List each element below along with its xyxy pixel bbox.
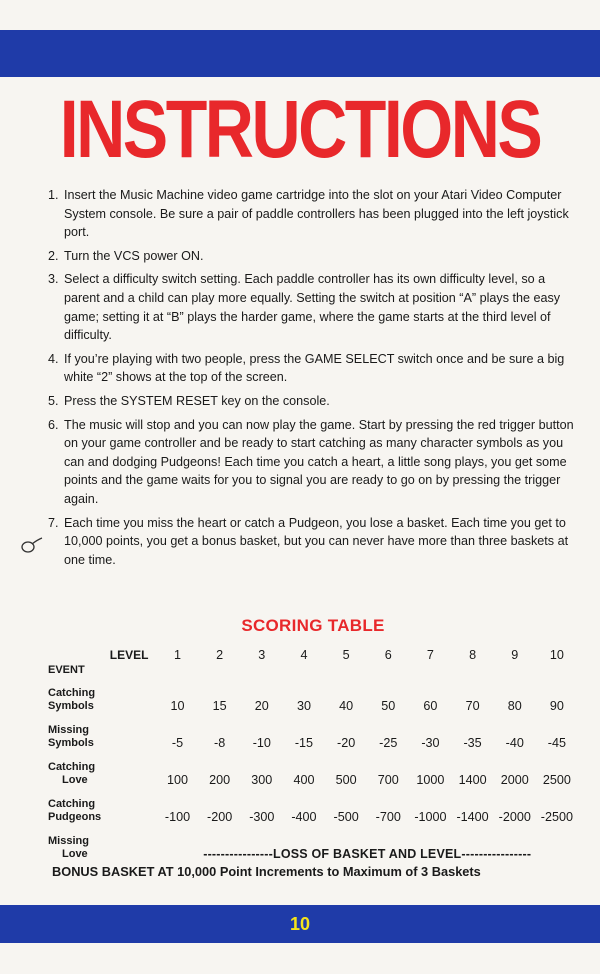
table-cell: 40 (339, 699, 354, 713)
level-header: 4 (300, 648, 308, 662)
step-number: 4. (48, 351, 59, 366)
page-number: 10 (289, 914, 311, 934)
instruction-step (48, 270, 583, 344)
table-cell: 400 (293, 773, 315, 787)
table-cell: -400 (291, 810, 317, 824)
table-row-missing-love (48, 824, 578, 861)
row-label: Catching Pudgeons (48, 798, 102, 823)
table-cell: 90 (549, 699, 564, 713)
table-row (48, 787, 578, 824)
table-cell: -30 (421, 736, 440, 750)
table-cell: -2500 (540, 810, 574, 824)
level-header: 7 (426, 648, 434, 662)
table-row (48, 713, 578, 750)
table-cell: 700 (377, 773, 399, 787)
table-cell: -2000 (498, 810, 531, 824)
step-text: Turn the VCS power ON. (64, 248, 204, 263)
table-cell: -45 (547, 736, 566, 750)
instruction-step (48, 514, 583, 570)
instruction-step (48, 186, 583, 242)
table-cell: 500 (335, 773, 357, 787)
table-cell: -200 (207, 810, 233, 824)
table-cell: -35 (463, 736, 482, 750)
table-cell: 15 (212, 699, 227, 713)
level-header: 5 (342, 648, 350, 662)
step-number: 5. (48, 393, 59, 408)
level-header: 6 (384, 648, 392, 662)
step-number: 3. (48, 272, 59, 287)
table-cell: 80 (507, 699, 522, 713)
pen-mark-icon (20, 537, 44, 555)
instruction-step (48, 392, 583, 411)
table-cell: 1000 (416, 773, 445, 787)
table-cell: -8 (214, 736, 226, 750)
level-header: 3 (258, 648, 266, 662)
scoring-table (48, 634, 578, 861)
step-text: If you’re playing with two people, press the GAME SELECT switch once and be sure a big white “2” shows at the top of the screen. (64, 351, 565, 385)
scoring-table-title: SCORING TABLE (241, 616, 385, 635)
instruction-step (48, 416, 583, 509)
step-text: Insert the Music Machine video game cartridge into the slot on your Atari Video Computer System console. Be sure a pair of paddle controllers has been plugged into the left joystick port. (64, 188, 569, 240)
table-cell: -700 (375, 810, 401, 824)
table-cell: -300 (249, 810, 275, 824)
table-cell: -5 (171, 736, 184, 750)
level-header: 10 (549, 648, 564, 662)
level-header: 9 (511, 648, 519, 662)
table-cell: -15 (294, 736, 314, 750)
table-cell: 300 (251, 773, 273, 787)
table-cell: -10 (252, 736, 271, 750)
row-label: Missing Symbols (48, 724, 94, 749)
table-cell: 1400 (458, 773, 487, 787)
step-number: 7. (48, 515, 59, 530)
table-cell: -20 (337, 736, 356, 750)
level-header: 8 (469, 648, 477, 662)
table-row (48, 750, 578, 787)
bonus-basket-note: BONUS BASKET AT 10,000 Point Increments to Maximum of 3 Baskets (52, 864, 481, 879)
table-cell: -500 (333, 810, 359, 824)
table-cell: -1000 (414, 810, 447, 824)
row-label: Catching Love (48, 761, 96, 786)
table-cell: 200 (209, 773, 231, 787)
table-cell: -40 (505, 736, 524, 750)
row-label: Missing Love (48, 835, 89, 860)
table-cell: 2500 (542, 773, 571, 787)
top-color-band (0, 30, 600, 77)
instruction-step (48, 350, 583, 387)
table-cell: -1400 (456, 810, 489, 824)
table-cell: 20 (254, 699, 269, 713)
page-title: INSTRUCTIONS (59, 84, 541, 175)
table-cell: 60 (423, 699, 438, 713)
row-label: Catching Symbols (48, 687, 96, 712)
table-row (48, 676, 578, 713)
table-cell: 10 (170, 699, 185, 713)
event-label: EVENT (48, 664, 85, 676)
step-text: Each time you miss the heart or catch a Pudgeon, you lose a basket. Each time you get to 10,000 points, you get a bonus basket, but you can never have more than three baskets at one time. (64, 515, 569, 567)
step-number: 1. (48, 188, 59, 202)
step-text: Select a difficulty switch setting. Each paddle controller has its own difficulty level, so a parent and a child can play more equally. Setting the switch at position “A” plays the easy game; setting it at “B” plays the harder game, where the game starts at the third level of difficulty. (64, 272, 561, 343)
level-label: LEVEL (109, 648, 149, 662)
step-text: Press the SYSTEM RESET key on the console. (64, 393, 330, 408)
instruction-list (48, 186, 583, 574)
step-number: 2. (48, 248, 59, 263)
level-header-row (48, 634, 578, 662)
instruction-step (48, 247, 583, 266)
step-number: 6. (48, 417, 59, 432)
step-text: The music will stop and you can now play the game. Start by pressing the red trigger button on your game controller and be ready to start catching as many character symbols as you can and dodging Pudgeons! Each time you catch a heart, a little song plays, you get some points and the game waits for you to signal you are ready to go on by pressing the trigger again. (64, 417, 574, 506)
table-cell: 30 (296, 699, 311, 713)
table-cell: 50 (381, 699, 396, 713)
table-cell: -25 (379, 736, 398, 750)
table-cell: -100 (164, 810, 191, 824)
table-cell: 70 (465, 699, 480, 713)
level-header: 1 (173, 648, 181, 662)
table-cell: 2000 (500, 773, 529, 787)
loss-of-basket-text: ----------------LOSS OF BASKET AND LEVEL---------------- (203, 847, 532, 861)
level-header: 2 (216, 648, 224, 662)
table-cell: 100 (166, 773, 188, 787)
